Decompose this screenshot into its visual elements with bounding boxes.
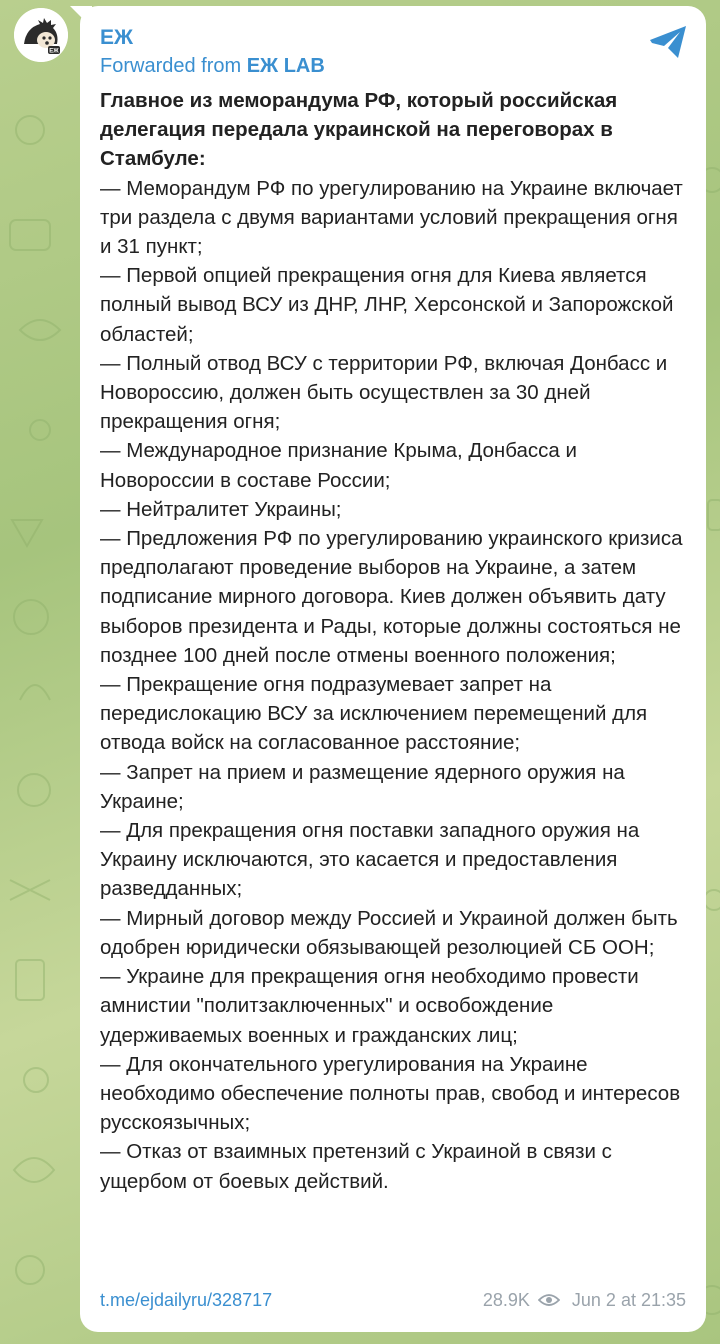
eye-icon: [538, 1293, 560, 1307]
channel-avatar[interactable]: [14, 8, 68, 62]
share-button[interactable]: [648, 24, 688, 60]
message-item: — Для прекращения огня поставки западного оружия на Украину исключаются, это касается и предоставления разведданных;: [100, 819, 640, 901]
message-item: — Полный отвод ВСУ с территории РФ, включая Донбасс и Новороссию, должен быть осуществлен за 30 дней прекращения огня;: [100, 351, 668, 434]
message-title: Главное из меморандума РФ, который российская делегация передала украинской на переговорах в Стамбуле:: [100, 89, 618, 171]
message-item: — Для окончательного урегулирования на Украине необходимо обеспечение полноты прав, свобод и интересов русскоязычных;: [100, 1052, 681, 1135]
message-footer: [100, 1286, 686, 1314]
message-date: Jun 2 at 21:35: [571, 1289, 686, 1310]
message-item: — Меморандум РФ по урегулированию на Украине включает три раздела с двумя вариантами условий прекращения огня и 31 пункт;: [100, 176, 683, 259]
view-count: 28.9K: [482, 1289, 530, 1310]
forwarded-header[interactable]: [100, 52, 686, 80]
message-item: — Международное признание Крыма, Донбасса и Новороссии в составе России;: [100, 439, 577, 492]
message-meta: [483, 1290, 686, 1311]
message-item: — Украине для прекращения огня необходимо провести амнистии "политзаключенных" и освобождение удерживаемых военных и гражданских лиц;: [100, 965, 639, 1047]
hedgehog-avatar-icon: [14, 8, 68, 62]
message-bubble: [80, 6, 706, 1332]
message-item: — Первой опцией прекращения огня для Киева является полный вывод ВСУ из ДНР, ЛНР, Херсонской и Запорожской областей;: [100, 264, 674, 346]
message-item: — Отказ от взаимных претензий с Украиной в связи с ущербом от боевых действий.: [100, 1140, 612, 1193]
message-item: — Запрет на прием и размещение ядерного оружия на Украине;: [100, 760, 625, 813]
forwarded-prefix: Forwarded from: [100, 55, 242, 77]
avatar-badge-text: ЕЖ: [49, 48, 59, 55]
post-link[interactable]: t.me/ejdailyru/328717: [100, 1289, 273, 1310]
share-arrow-icon: [648, 24, 688, 60]
forwarded-source[interactable]: ЕЖ LAB: [246, 55, 325, 77]
channel-name[interactable]: ЕЖ: [100, 26, 133, 49]
message-item: — Мирный договор между Россией и Украиной должен быть одобрен юридически обязывающей резолюцией СБ ООН;: [100, 906, 678, 959]
message-text: [100, 86, 686, 1196]
message-item: — Прекращение огня подразумевает запрет на передислокацию ВСУ за исключением перемещений для отвода войск на согласованное расстояние;: [100, 673, 648, 755]
message-item: — Предложения РФ по урегулированию украинского кризиса предполагают проведение выборов на Украине, а затем подписание мирного договора. Киев должен объявить дату выборов президента и Рады, которые должны состояться не позднее 100 дней после отмены военного положения;: [100, 527, 683, 667]
message-item: — Нейтралитет Украины;: [100, 497, 342, 521]
